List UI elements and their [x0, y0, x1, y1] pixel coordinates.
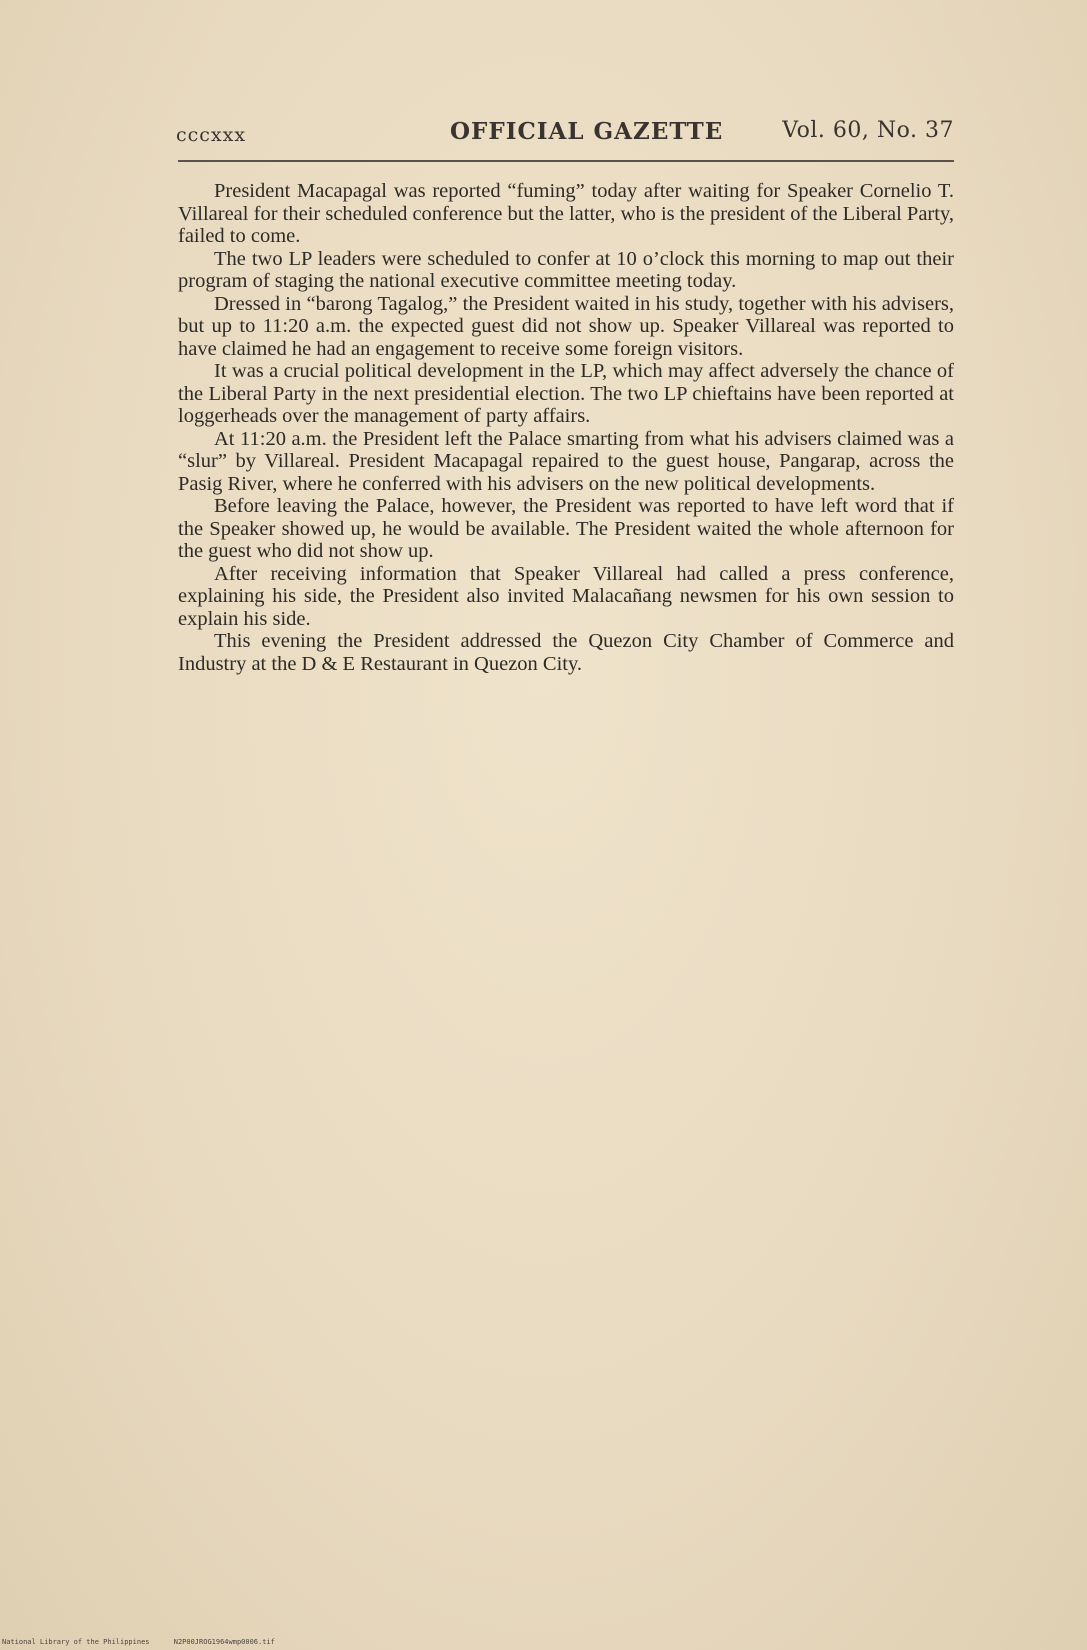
- page-number: cccxxx: [176, 124, 247, 146]
- journal-title: OFFICIAL GAZETTE: [450, 118, 724, 145]
- paragraph-5: At 11:20 a.m. the President left the Palace smarting from what his advisers claimed was a “slur” by Villareal. President Macapagal repaired to the guest house, Pangarap, across the Pasig River, where he conferred with his advisers on the new political developments.: [178, 427, 954, 495]
- scan-footer: [2, 1638, 275, 1646]
- header-rule: [178, 160, 954, 162]
- paragraph-3: Dressed in “barong Tagalog,” the President waited in his study, together with his advisers, but up to 11:20 a.m. the expected guest did not show up. Speaker Villareal was reported to have claimed he had an engagement to receive some foreign visitors.: [178, 292, 954, 360]
- scan-file-name: N2P00JROG1964wmp0006.tif: [173, 1638, 275, 1646]
- paragraph-4: It was a crucial political development in the LP, which may affect adversely the chance of the Liberal Party in the next presidential election. The two LP chieftains have been reported at loggerheads over the management of party affairs.: [178, 360, 954, 427]
- paragraph-1: President Macapagal was reported “fuming” today after waiting for Speaker Cornelio T. Villareal for their scheduled conference but the latter, who is the president of the Liberal Party, failed to come.: [178, 180, 954, 247]
- paragraph-8: This evening the President addressed the Quezon City Chamber of Commerce and Industry at the D & E Restaurant in Quezon City.: [178, 630, 954, 675]
- library-credit: National Library of the Philippines: [2, 1638, 150, 1646]
- paragraph-6: Before leaving the Palace, however, the President was reported to have left word that if the Speaker showed up, he would be available. The President waited the whole afternoon for the guest who did not show up.: [178, 495, 954, 562]
- paragraph-7: After receiving information that Speaker Villareal had called a press conference, explaining his side, the President also invited Malacañang newsmen for his own session to explain his side.: [178, 562, 954, 630]
- paragraph-2: The two LP leaders were scheduled to confer at 10 o’clock this morning to map out their program of staging the national executive committee meeting today.: [178, 247, 954, 292]
- page-header: [176, 114, 954, 150]
- volume-info: Vol. 60, No. 37: [782, 118, 954, 143]
- article-body: [178, 180, 954, 675]
